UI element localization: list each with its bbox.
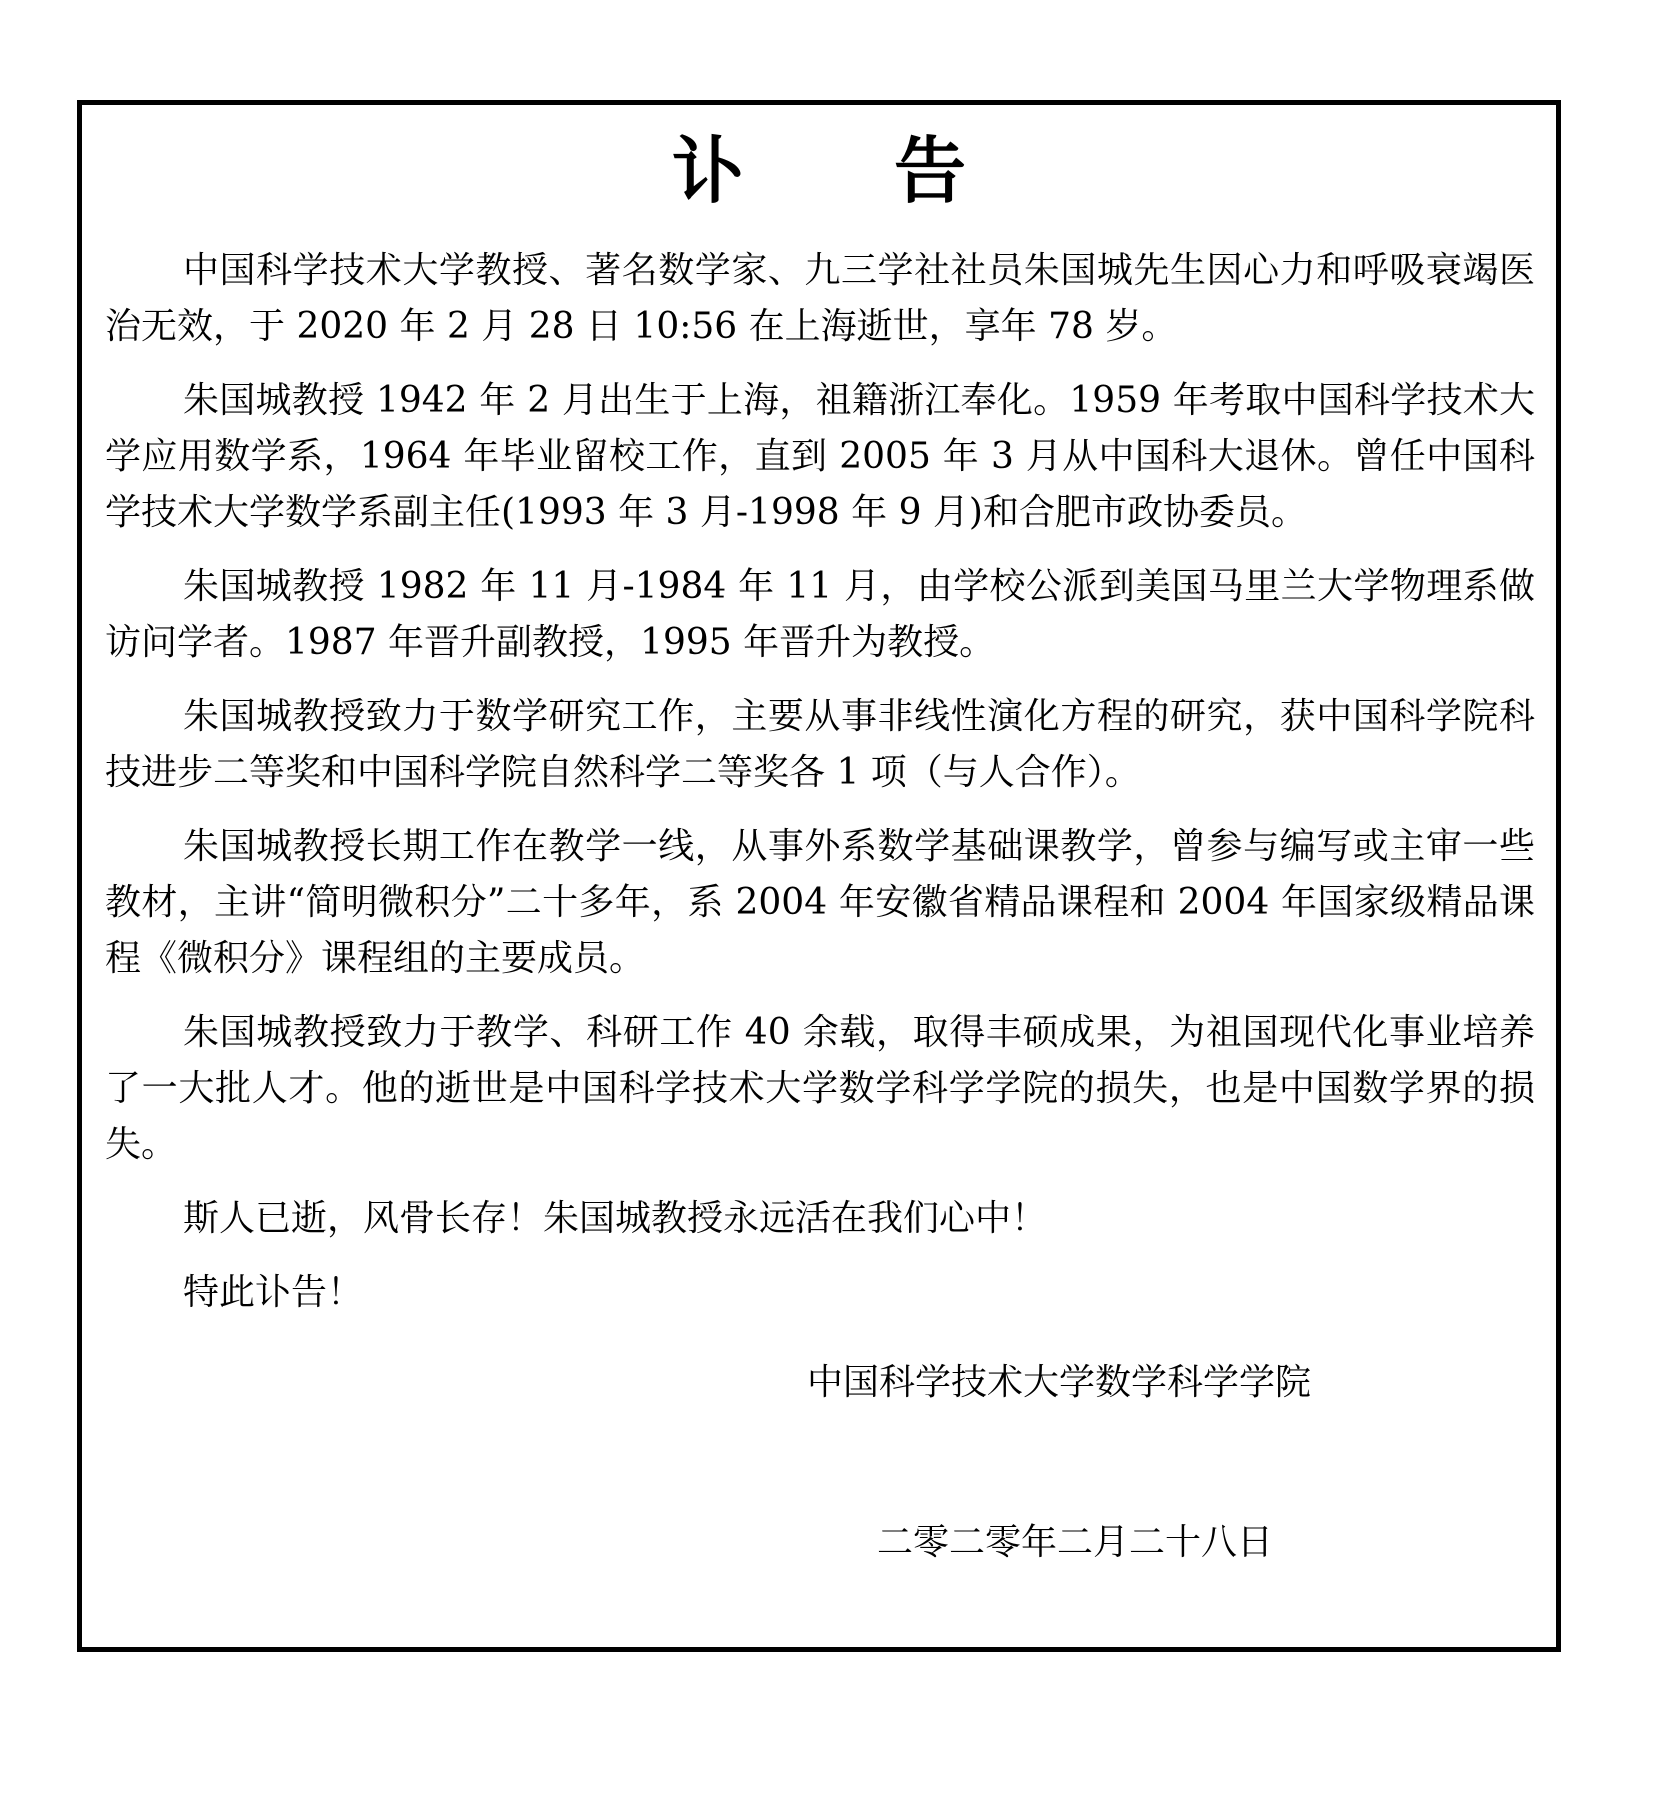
paragraph-tribute: 斯人已逝，风骨长存！朱国城教授永远活在我们心中！ [183,1198,1048,1239]
paragraph-closing: 特此讣告！ [183,1272,364,1313]
notice-title: 讣告 [671,129,1116,213]
notice-date: 二零二零年二月二十八日 [877,1522,1274,1563]
paragraph-legacy: 朱国城教授致力于教学、科研工作 40 余载，取得丰硕成果，为祖国现代化事业培养了一大批人才。他的逝世是中国科学技术大学数学科学学院的损失，也是中国数学界的损失。 [105,1012,1535,1165]
signature: 中国科学技术大学数学科学学院 [807,1362,1312,1403]
paragraph-death-announcement: 中国科学技术大学教授、著名数学家、九三学社社员朱国城先生因心力和呼吸衰竭医治无效，于 2020 年 2 月 28 日 10:56 在上海逝世，享年 78 岁。 [105,250,1535,347]
paragraph-biography: 朱国城教授 1942 年 2 月出生于上海，祖籍浙江奉化。1959 年考取中国科学技术大学应用数学系，1964 年毕业留校工作，直到 2005 年 3 月从中国科大退休。曾任中国科学技术大学数学系副主任(1993 年 3 月-1998 年 9 月)和合肥市政协委员。 [105,380,1535,533]
paragraph-research: 朱国城教授致力于数学研究工作，主要从事非线性演化方程的研究，获中国科学院科技进步二等奖和中国科学院自然科学二等奖各 1 项（与人合作）。 [105,696,1535,793]
notice-body [105,243,1535,1339]
paragraph-teaching: 朱国城教授长期工作在教学一线，从事外系数学基础课教学，曾参与编写或主审一些教材，主讲“简明微积分”二十多年，系 2004 年安徽省精品课程和 2004 年国家级精品课程《微积分》课程组的主要成员。 [105,826,1535,979]
notice-frame [77,100,1561,1652]
paragraph-visiting-scholar: 朱国城教授 1982 年 11 月-1984 年 11 月，由学校公派到美国马里兰大学物理系做访问学者。1987 年晋升副教授，1995 年晋升为教授。 [105,566,1535,663]
